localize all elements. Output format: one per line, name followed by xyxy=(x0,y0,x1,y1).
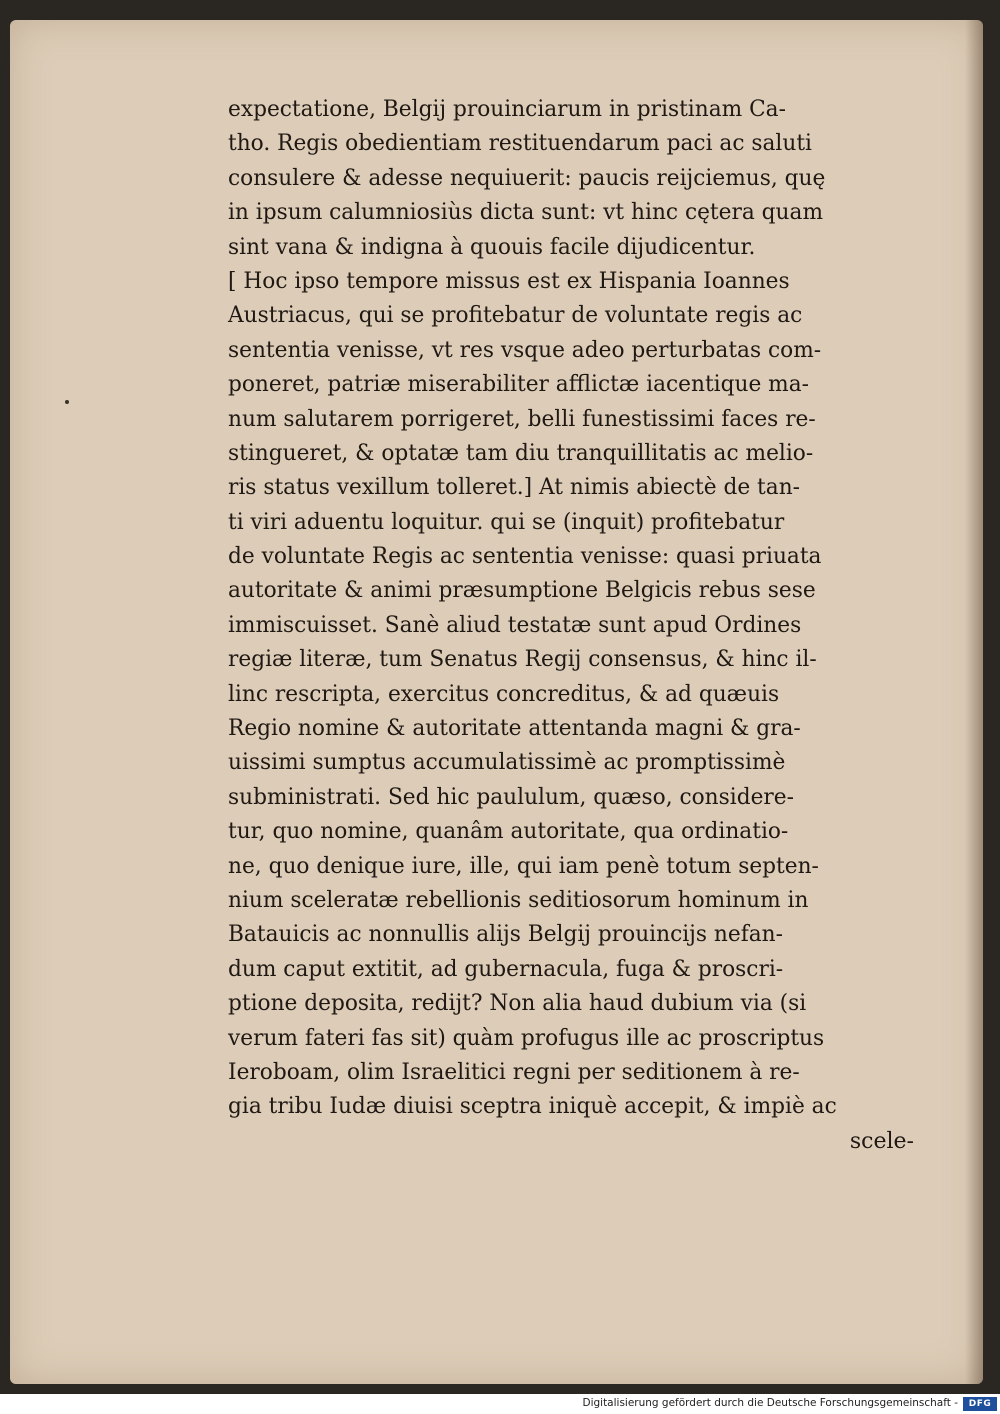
text-line: ne, quo denique iure, ille, qui iam penè totum septen- xyxy=(228,853,819,879)
text-line: de voluntate Regis ac sententia venisse: quasi priuata xyxy=(228,544,822,570)
text-line: verum fateri fas sit) quàm profugus ille ac proscriptus xyxy=(228,1025,825,1051)
footer-bar xyxy=(0,1394,1000,1414)
text-line: [ Hoc ipso tempore missus est ex Hispania Ioannes xyxy=(228,268,790,294)
dfg-logo: DFG xyxy=(963,1397,997,1411)
text-line: tur, quo nomine, quanâm autoritate, qua ordinatio- xyxy=(228,819,789,845)
text-line: ti viri aduentu loquitur. qui se (inquit) profitebatur xyxy=(228,509,785,535)
text-line: stingueret, & optatæ tam diu tranquillitatis ac melio- xyxy=(228,440,814,466)
text-line: regiæ literæ, tum Senatus Regij consensus, & hinc il- xyxy=(228,647,817,673)
text-line: sint vana & indigna à quouis facile dijudicentur. xyxy=(228,234,756,260)
ink-spot xyxy=(65,400,69,404)
text-line: tho. Regis obedientiam restituendarum paci ac saluti xyxy=(228,131,812,157)
text-line: Regio nomine & autoritate attentanda magni & gra- xyxy=(228,716,801,742)
text-line: Batauicis ac nonnullis alijs Belgij prouincijs nefan- xyxy=(228,922,783,948)
text-line: subministrati. Sed hic paululum, quæso, considere- xyxy=(228,784,794,810)
funding-credit: Digitalisierung gefördert durch die Deutsche Forschungsgemeinschaft - xyxy=(582,1397,958,1409)
text-line: consulere & adesse nequiuerit: paucis reijciemus, quę xyxy=(228,165,826,191)
text-line: in ipsum calumniosiùs dicta sunt: vt hinc cętera quam xyxy=(228,200,824,226)
page-edge-shadow xyxy=(965,20,983,1384)
text-line: ris status vexillum tolleret.] At nimis abiectè de tan- xyxy=(228,475,800,501)
text-line: num salutarem porrigeret, belli funestissimi faces re- xyxy=(228,406,816,432)
text-line: ptione deposita, redijt? Non alia haud dubium via (si xyxy=(228,991,807,1017)
text-line: dum caput extitit, ad gubernacula, fuga & proscri- xyxy=(228,956,784,982)
text-line: uissimi sumptus accumulatissimè ac promptissimè xyxy=(228,750,786,776)
text-line: Ieroboam, olim Israelitici regni per seditionem à re- xyxy=(228,1059,800,1085)
text-line: sententia venisse, vt res vsque adeo perturbatas com- xyxy=(228,337,822,363)
text-line: gia tribu Iudæ diuisi sceptra iniquè accepit, & impiè ac xyxy=(228,1094,837,1120)
text-line: nium sceleratæ rebellionis seditiosorum hominum in xyxy=(228,887,809,913)
text-line: linc rescripta, exercitus concreditus, & ad quæuis xyxy=(228,681,780,707)
text-line: Austriacus, qui se profitebatur de voluntate regis ac xyxy=(228,303,803,329)
text-line: poneret, patriæ miserabiliter afflictæ iacentique ma- xyxy=(228,372,809,398)
page-text xyxy=(228,93,928,1159)
catchword: scele- xyxy=(849,1128,914,1154)
text-line: expectatione, Belgij prouinciarum in pristinam Ca- xyxy=(228,97,786,122)
text-line: autoritate & animi præsumptione Belgicis rebus sese xyxy=(228,578,816,604)
text-line: immiscuisset. Sanè aliud testatæ sunt apud Ordines xyxy=(228,612,802,638)
